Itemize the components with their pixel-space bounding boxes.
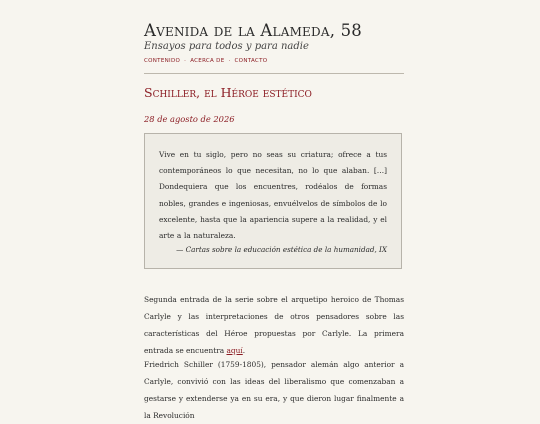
nav-link-acerca-de[interactable]: ACERCA DE [190, 58, 225, 64]
post-date: 28 de agosto de 2026 [144, 114, 235, 124]
epigraph-blockquote [144, 133, 402, 269]
header-divider [144, 73, 404, 74]
main-nav [144, 58, 267, 64]
nav-link-contacto[interactable]: CONTACTO [234, 58, 268, 64]
nav-separator: · [184, 58, 187, 64]
nav-link-contenido[interactable]: CONTENIDO [144, 58, 181, 64]
intro-paragraph [144, 291, 404, 359]
post-title: Schiller, el Héroe estético [144, 85, 312, 100]
intro-text: Segunda entrada de la serie sobre el arquetipo heroico de Thomas Carlyle y las interpretaciones de otros pensadores sobre las características del Héroe propuestas por Carlyle. La primera entrada se encuentra [144, 295, 404, 355]
first-entry-link[interactable]: aquí [226, 346, 243, 355]
site-subtitle: Ensayos para todos y para nadie [144, 41, 309, 52]
quote-text: Vive en tu siglo, pero no seas su criatura; ofrece a tus contemporáneos lo que necesitan, no lo que alaban. […] Dondequiera que los encuentres, rodéalos de formas nobles, grandes e ingeniosas, envuélvelos de símbolos de lo excelente, hasta que la apariencia supere a la realidad, y el arte a la naturaleza. [159, 150, 387, 241]
intro-end: . [242, 346, 246, 355]
body-paragraph: Friedrich Schiller (1759-1805), pensador alemán algo anterior a Carlyle, convivió con las ideas del liberalismo que comenzaban a gestarse y extenderse ya en su era, y que dieron lugar finalmente a la Revolución [144, 360, 404, 420]
quote-citation: — Cartas sobre la educación estética de la humanidad, IX [176, 245, 387, 255]
site-title[interactable]: Avenida de la Alameda, 58 [144, 21, 362, 40]
nav-separator: · [228, 58, 231, 64]
